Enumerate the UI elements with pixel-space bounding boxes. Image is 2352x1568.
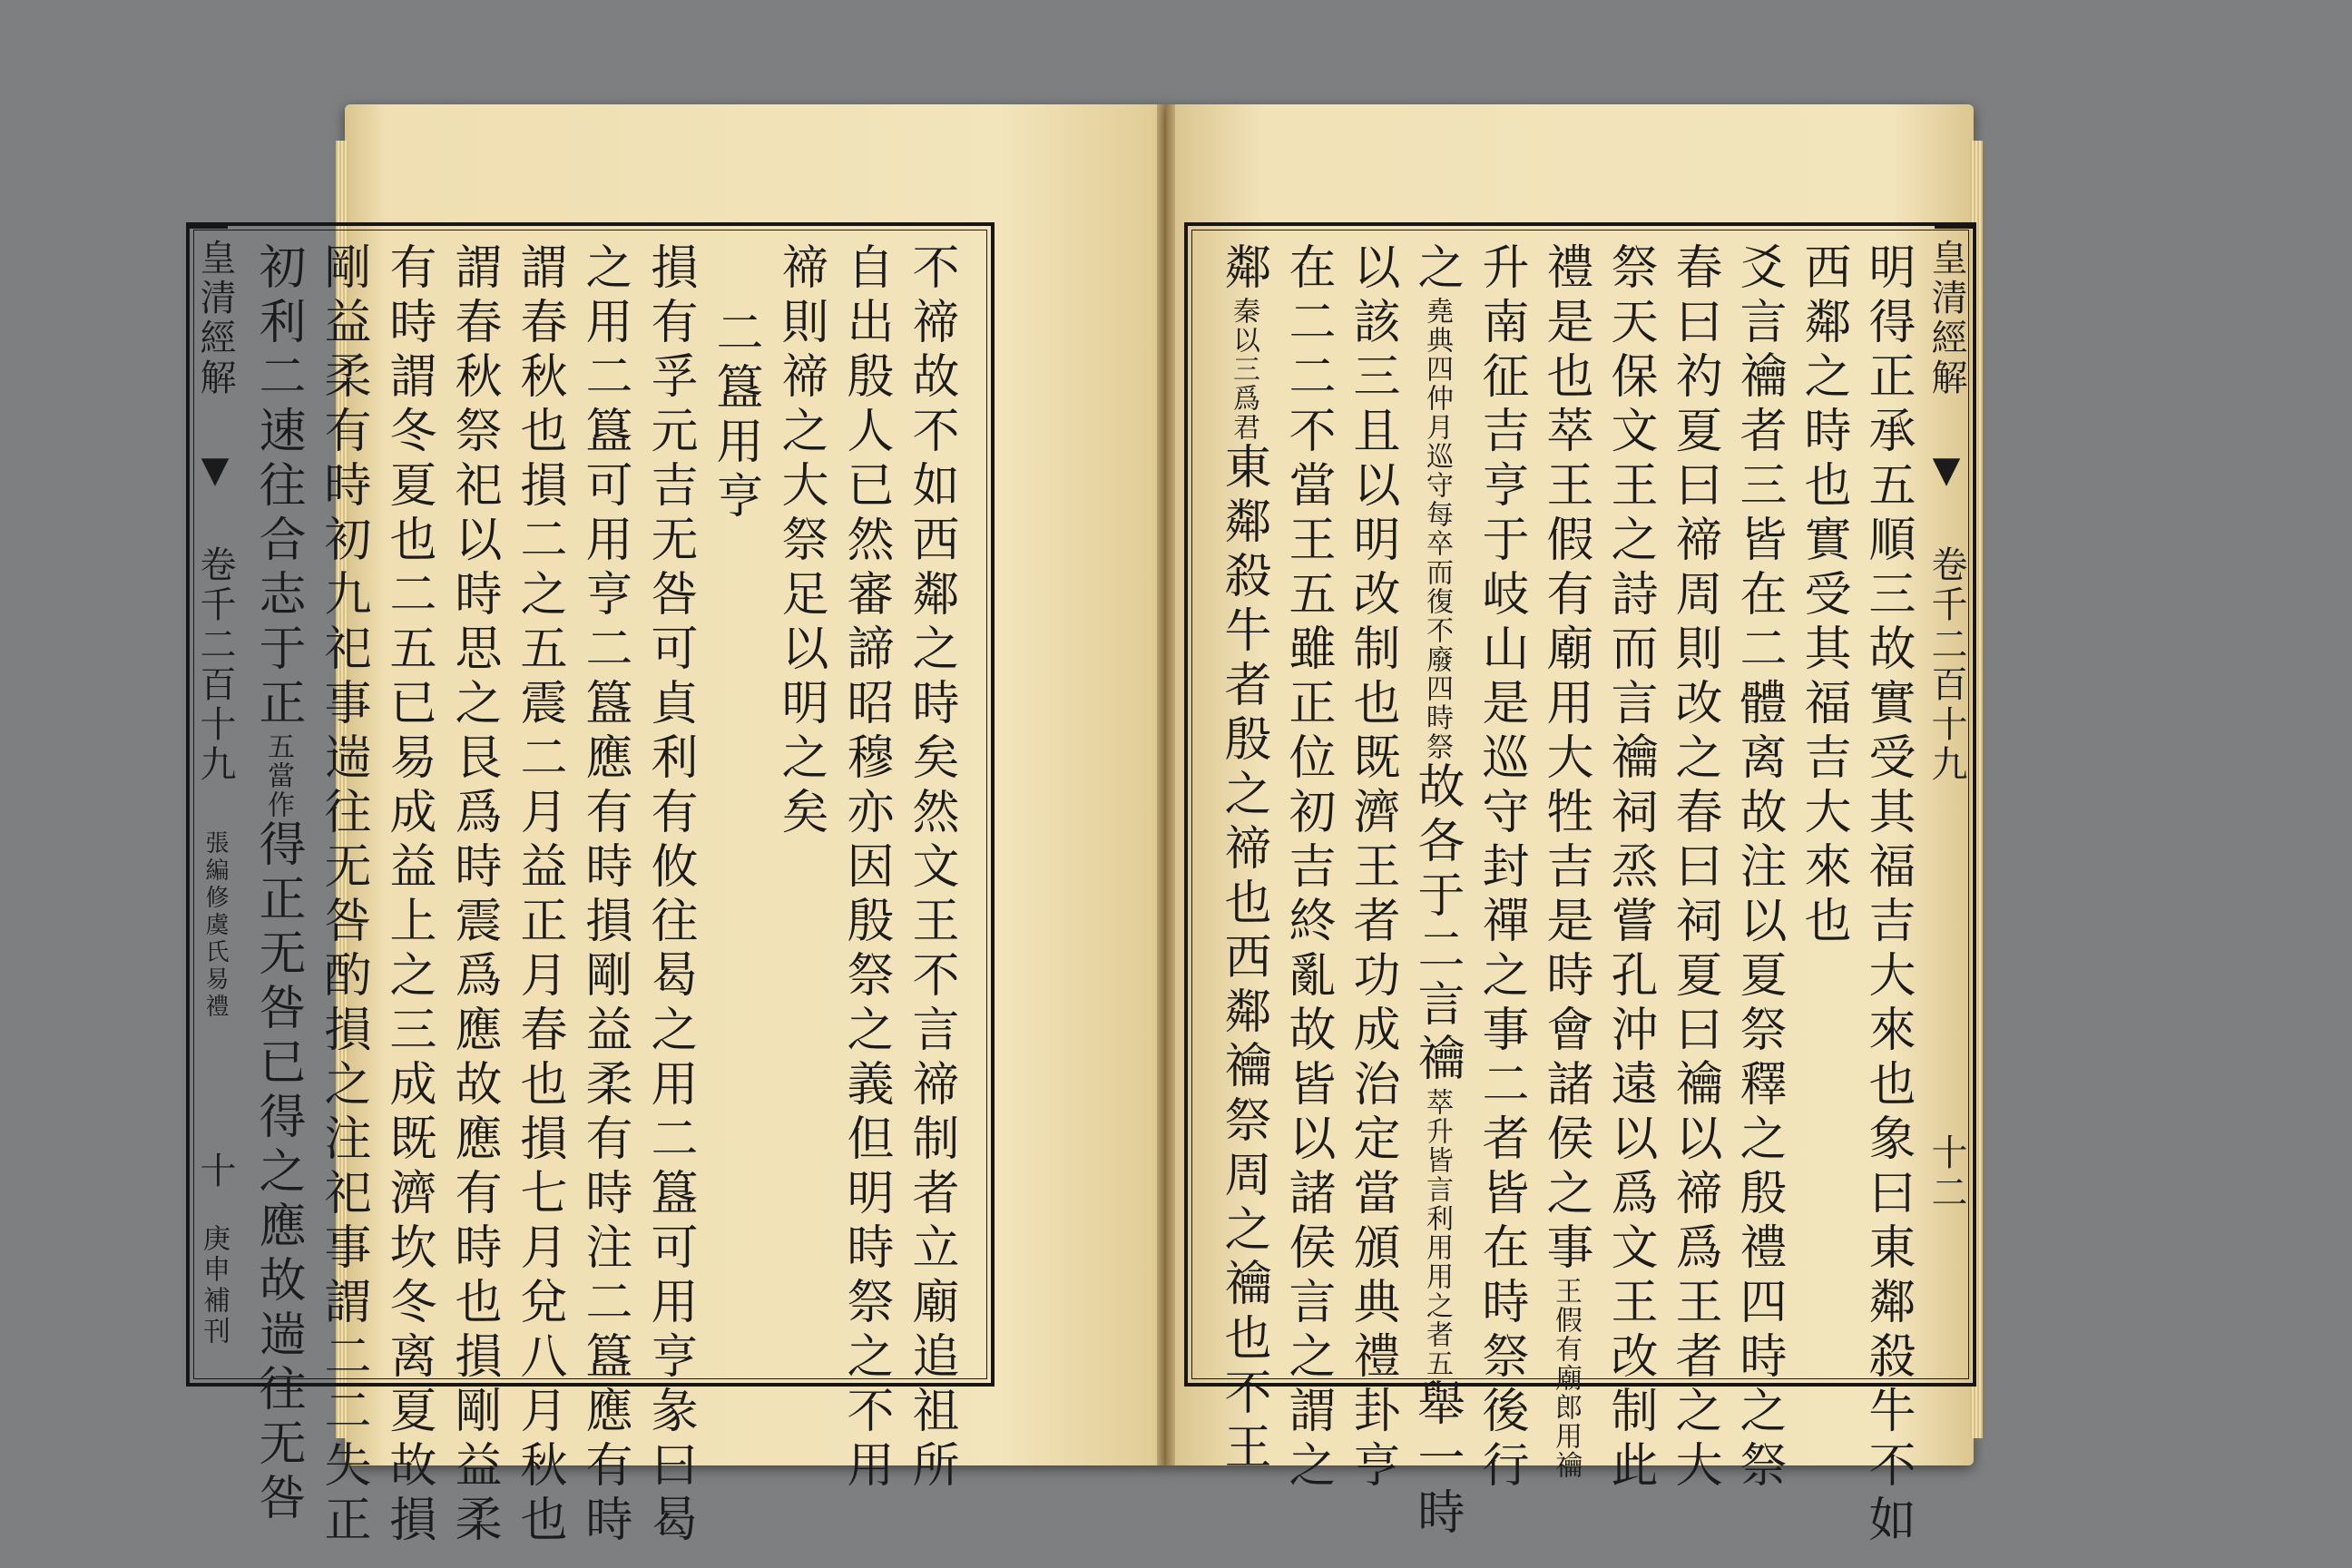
right-col-2 xyxy=(1795,242,1851,950)
left-col-8-text: 謂春秋祭祀以時思之艮爲時震爲應故應有時也損剛益柔 xyxy=(446,242,501,1549)
left-col-11-tail: 得正无咎已得之應故遄往无咎 xyxy=(250,819,305,1527)
right-col-8-text: 之 xyxy=(1409,242,1464,297)
left-col-11-note: 五當作 xyxy=(262,732,294,819)
left-leaf-number: 十 xyxy=(194,1152,236,1191)
right-margin-volume: 卷千二百十九 xyxy=(1926,545,1967,785)
right-col-9-text: 以該三且以明改制也既濟王者功成治定當頒典禮卦亨 xyxy=(1345,242,1399,1494)
right-col-6-note: 王假有廟郎用禴 xyxy=(1550,1277,1582,1480)
left-col-6-text: 之用二簋可用亨二簋應有時損剛益柔有時注二簋應有時 xyxy=(577,242,632,1549)
right-text-frame xyxy=(1184,222,1976,1549)
left-col-5-text: 損有孚元吉无咎可貞利有攸往曷之用二簋可用亨彖曰曷 xyxy=(642,242,697,1549)
right-leaf-number: 十二 xyxy=(1926,1133,1967,1213)
right-margin-leaf xyxy=(1921,1133,1973,1213)
left-col-9-text: 有時謂冬夏也二五已易成益上之三成既濟坎冬离夏故損 xyxy=(381,242,436,1549)
left-col-6 xyxy=(576,242,632,1549)
right-col-5-text: 祭天保文王之詩而言禴祠烝嘗孔沖遠以爲文王改制此 xyxy=(1602,242,1657,1494)
left-margin-volume-note: 張編修虞氏易禮 xyxy=(201,830,229,1021)
left-margin-title xyxy=(190,239,241,1021)
right-col-4 xyxy=(1666,242,1722,1494)
right-margin-book-title: 皇清經解 xyxy=(1926,239,1967,398)
right-col-11 xyxy=(1215,242,1271,1476)
left-col-7-text: 謂春秋也損二之五震二月益正月春也損七月兌八月秋也 xyxy=(512,242,566,1549)
right-col-8-note: 堯典四仲月巡守每卒而復不廢四時祭 xyxy=(1421,297,1453,761)
right-col-5 xyxy=(1602,242,1658,1494)
right-col-8-note2: 萃升皆言利用用之者五 xyxy=(1421,1088,1453,1378)
right-col-8-tail2: 舉一時 xyxy=(1409,1378,1464,1542)
left-col-2-text: 自出殷人已然審諦昭穆亦因殷祭之義但明時祭之不用 xyxy=(838,242,893,1494)
right-col-7 xyxy=(1473,242,1529,1494)
right-col-11-note: 秦以三爲君 xyxy=(1228,297,1259,442)
left-col-3-text: 禘則禘之大祭足以明之矣 xyxy=(773,242,828,841)
right-col-2-text: 西鄰之時也實受其福吉大來也 xyxy=(1796,242,1850,950)
right-col-9 xyxy=(1344,242,1400,1494)
left-col-7 xyxy=(511,242,567,1549)
right-fish-tail: ▼ xyxy=(1926,449,1967,495)
left-col-1-text: 不禘故不如西鄰之時矣然文王不言禘制者立廟追祖所 xyxy=(904,242,958,1494)
right-margin-title xyxy=(1921,239,1973,785)
left-col-11-text: 初利二速往合志于正 xyxy=(250,242,305,732)
right-col-11-tail: 東鄰殺牛者殷之禘也西鄰禴祭周之禴也不王 xyxy=(1216,442,1270,1476)
left-col-5 xyxy=(642,242,698,1549)
left-col-4 xyxy=(707,308,763,525)
left-col-4-text: 二簋用亨 xyxy=(708,308,762,525)
left-col-11 xyxy=(250,242,306,1527)
right-col-10 xyxy=(1279,242,1336,1494)
left-text-frame xyxy=(186,222,995,1549)
right-col-1 xyxy=(1859,242,1916,1549)
right-col-7-text: 升南征吉亨于岐山是巡守封禪之事二者皆在時祭後行 xyxy=(1474,242,1528,1494)
left-margin-book-title: 皇清經解 xyxy=(194,239,236,398)
right-col-8-tail: 故各于二言禴 xyxy=(1409,761,1464,1088)
left-edition-note: 庚申補刊 xyxy=(198,1224,230,1348)
right-col-3 xyxy=(1730,242,1787,1494)
right-col-6-text: 禮是也萃王假有廟用大牲吉是時會諸侯之事 xyxy=(1538,242,1592,1277)
left-margin-volume: 卷千二百十九 xyxy=(194,545,236,785)
left-col-10-text: 剛益柔有時初九祀事遄往无咎酌損之注祀事謂二二失正 xyxy=(316,242,370,1549)
left-margin-edition xyxy=(193,1224,233,1348)
right-col-6 xyxy=(1537,242,1593,1480)
left-col-1 xyxy=(903,242,959,1494)
right-col-1-text: 明得正承五順三故實受其福吉大來也象曰東鄰殺牛不如 xyxy=(1860,242,1915,1549)
right-col-3-text: 爻言禴者三皆在二體离故注以夏祭釋之殷禮四時之祭 xyxy=(1731,242,1786,1494)
left-col-10 xyxy=(315,242,371,1549)
right-col-4-text: 春曰礿夏曰禘周則改之春曰祠夏曰禴以禘爲王者之大 xyxy=(1667,242,1721,1494)
book-gutter xyxy=(1157,104,1175,1465)
right-col-10-text: 在二二不當王五雖正位初吉終亂故皆以諸侯言之謂之 xyxy=(1280,242,1335,1494)
left-margin-leaf xyxy=(190,1152,241,1191)
left-col-8 xyxy=(446,242,502,1549)
left-fish-tail: ▼ xyxy=(194,449,236,495)
left-col-9 xyxy=(380,242,436,1549)
left-col-2 xyxy=(838,242,894,1494)
left-col-3 xyxy=(772,242,828,841)
right-col-11-text: 鄰 xyxy=(1216,242,1270,297)
right-col-8 xyxy=(1408,242,1465,1542)
